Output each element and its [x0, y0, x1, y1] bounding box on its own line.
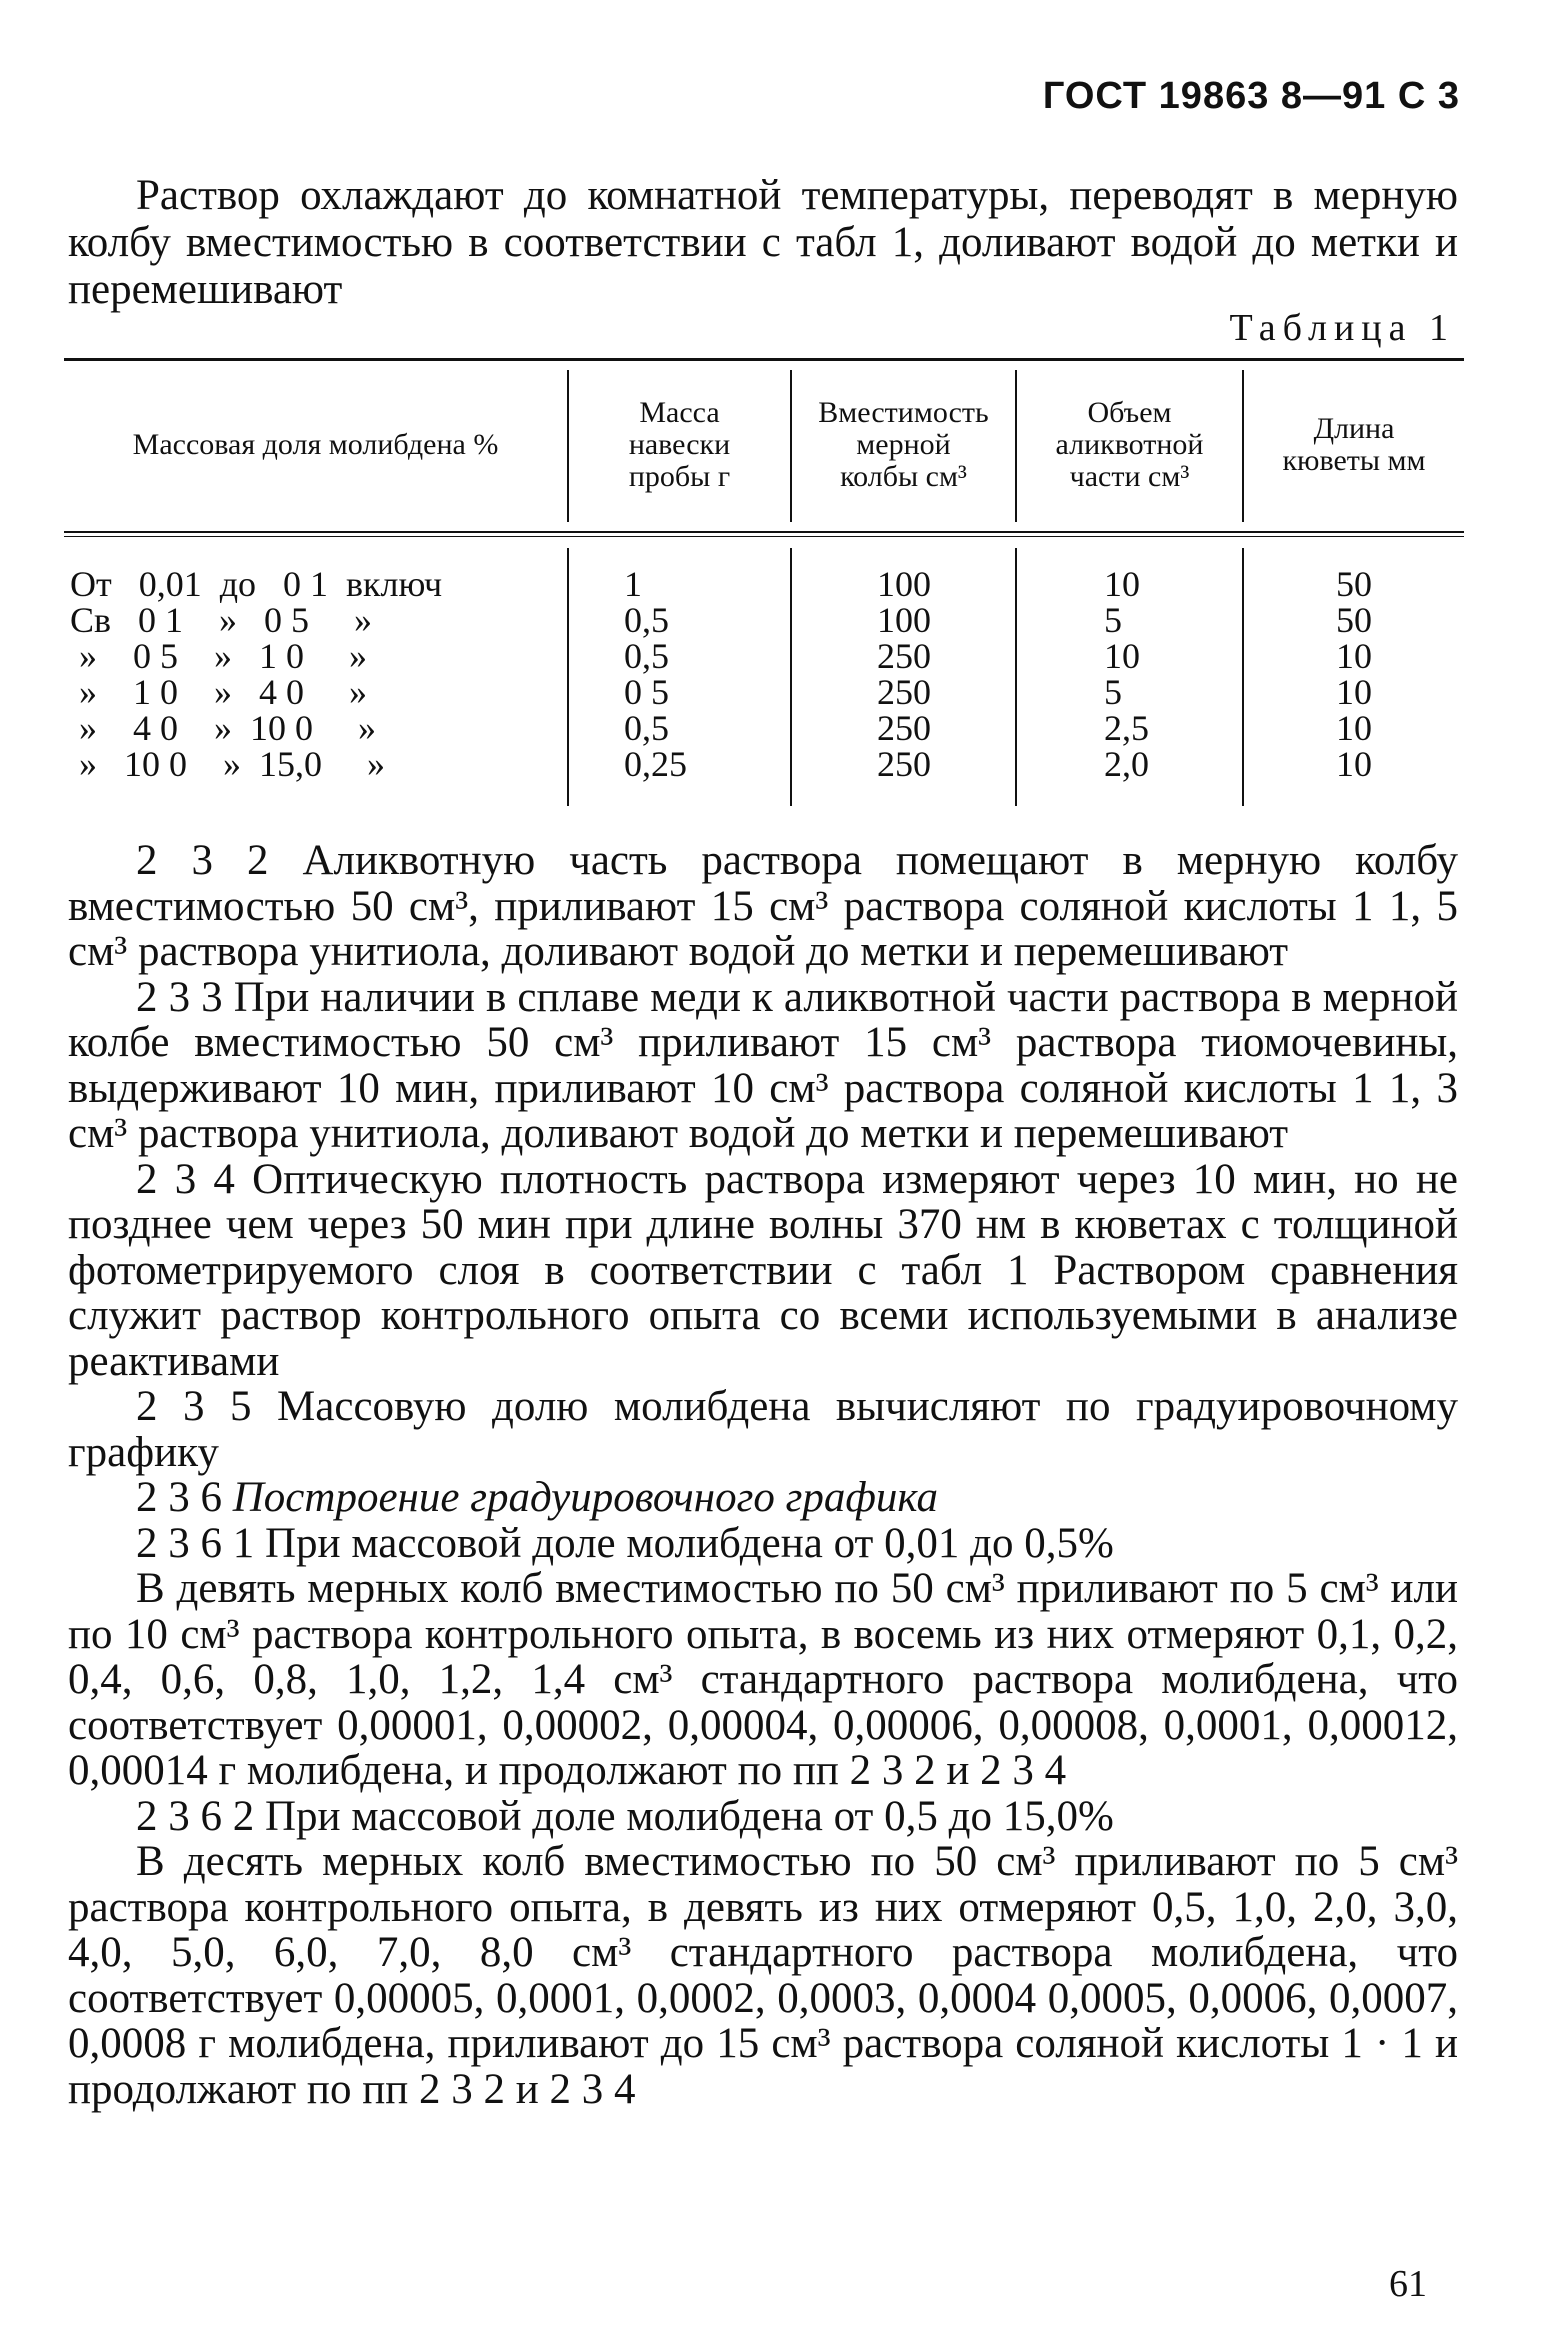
header-cell: [569, 370, 790, 520]
table-cell: 250: [877, 708, 931, 748]
table-cell: 10: [1336, 672, 1372, 712]
table-cell: 10: [1104, 636, 1140, 676]
table-cell: » 4 0 » 10 0 »: [70, 708, 376, 748]
table-cell: 10: [1336, 636, 1372, 676]
table-cell: » 10 0 » 15,0 »: [70, 744, 385, 784]
header-line: Вместимость: [818, 396, 989, 429]
section-number: 2 3 6: [136, 1474, 222, 1521]
table-cell: 250: [877, 636, 931, 676]
table-cell: 5: [1104, 672, 1122, 712]
header-line: части см³: [1069, 460, 1190, 493]
table-cell: 0 5: [624, 672, 669, 712]
mass-column: [624, 566, 784, 782]
table-cell: 2,5: [1104, 708, 1149, 748]
range-column: [70, 566, 565, 782]
table-cell: Св 0 1 » 0 5 »: [70, 600, 373, 640]
table-cell: 10: [1336, 708, 1372, 748]
cuvette-column: [1246, 566, 1462, 782]
paragraph-procedure-2: В десять мерных колб вместимостью по 50 см³ приливают по 5 см³ раствора контрольного опыта, в девять из них отмеряют 0,5, 1,0, 2,0, 3,0, 4,0, 5,0, 6,0, 7,0, 8,0 см³ стандартного раствора молибдена, что соответствует 0,00005, 0,0001, 0,0002, 0,0003, 0,0004 0,0005, 0,0006, 0,0007, 0,0008 г молибдена, приливают до 15 см³ раствора соляной кислоты 1 · 1 и продолжают по пп 2 3 2 и 2 3 4: [68, 1838, 1458, 2113]
table-cell: 0,25: [624, 744, 687, 784]
table-cell: 10: [1336, 744, 1372, 784]
intro-paragraph: Раствор охлаждают до комнатной температуры, переводят в мерную колбу вместимостью в соответствии с табл 1, доливают водой до метки и перемешивают: [68, 172, 1458, 313]
header-line: пробы г: [628, 460, 731, 493]
section-title: Построение градуировочного графика: [232, 1474, 938, 1521]
table-cell: 100: [877, 564, 931, 604]
page-number: 61: [1389, 2263, 1427, 2305]
table-cell: » 1 0 » 4 0 »: [70, 672, 367, 712]
table-cell: 5: [1104, 600, 1122, 640]
aliquot-column: [1104, 566, 1234, 782]
table-cell: 0,5: [624, 600, 669, 640]
col-divider: [790, 548, 792, 806]
header-line: Масса: [639, 396, 720, 429]
table-header-rule: [64, 531, 1464, 533]
header-line: мерной: [856, 428, 951, 461]
header-line: аликвотной: [1055, 428, 1204, 461]
header-line: Длина: [1313, 412, 1395, 445]
header-cell: [1244, 370, 1464, 520]
table-cell: 0,5: [624, 708, 669, 748]
table-cell: 50: [1336, 600, 1372, 640]
table-cell: 2,0: [1104, 744, 1149, 784]
table-cell: 0,5: [624, 636, 669, 676]
paragraph-procedure-1: В девять мерных колб вместимостью по 50 см³ приливают по 5 см³ или по 10 см³ раствора контрольного опыта, в восемь из них отмеряют 0,1, 0,2, 0,4, 0,6, 0,8, 1,0, 1,2, 1,4 см³ стандартного раствора молибдена, что соответствует 0,00001, 0,00002, 0,00004, 0,00006, 0,00008, 0,0001, 0,00012, 0,00014 г молибдена, и продолжают по пп 2 3 2 и 2 3 4: [68, 1565, 1458, 1794]
paragraph-2-3-4: 2 3 4 Оптическую плотность раствора измеряют через 10 мин, но не позднее чем через 50 мин при длине волны 370 нм в кюветах с толщиной фотометрируемого слоя в соответствии с табл 1 Раствором сравнения служит раствор контрольного опыта со всеми используемыми в анализе реактивами: [68, 1155, 1458, 1385]
paragraph-2-3-6-1: 2 3 6 1 При массовой доле молибдена от 0,01 до 0,5%: [136, 1519, 1114, 1567]
table-cell: 100: [877, 600, 931, 640]
header-line: колбы см³: [840, 460, 967, 493]
table-caption: Таблица 1: [1229, 307, 1455, 349]
header-line: Объем: [1087, 396, 1172, 429]
paragraph-2-3-2: 2 3 2 Аликвотную часть раствора помещают в мерную колбу вместимостью 50 см³, приливают 15 см³ раствора соляной кислоты 1 1, 5 см³ раствора унитиола, доливают водой до метки и перемешивают: [68, 837, 1458, 975]
header-cell: [64, 370, 567, 520]
paragraph-2-3-5: 2 3 5 Массовую долю молибдена вычисляют по градуировочному графику: [68, 1383, 1458, 1476]
table-cell: 10: [1104, 564, 1140, 604]
paragraph-2-3-3: 2 3 3 При наличии в сплаве меди к аликвотной части раствора в мерной колбе вместимостью 50 см³ приливают 15 см³ раствора тиомочевины, выдерживают 10 мин, приливают 10 см³ раствора соляной кислоты 1 1, 3 см³ раствора унитиола, доливают водой до метки и перемешивают: [68, 973, 1458, 1157]
header-line: навески: [628, 428, 731, 461]
col-divider: [567, 548, 569, 806]
table-cell: 1: [624, 564, 642, 604]
table-cell: » 0 5 » 1 0 »: [70, 636, 367, 676]
paragraph-2-3-6-2: 2 3 6 2 При массовой доле молибдена от 0,5 до 15,0%: [136, 1792, 1114, 1840]
table-cell: 50: [1336, 564, 1372, 604]
header-cell: [792, 370, 1015, 520]
header-cell: [1017, 370, 1242, 520]
header-line: Массовая доля молибдена %: [132, 428, 499, 461]
table-header-rule-2: [64, 536, 1464, 537]
section-heading-2-3-6: [68, 1475, 1458, 1521]
page-header: ГОСТ 19863 8—91 С 3: [1042, 75, 1460, 117]
col-divider: [1015, 548, 1017, 806]
table-cell: 250: [877, 672, 931, 712]
table-cell: От 0,01 до 0 1 включ: [70, 564, 443, 604]
table-top-rule: [64, 358, 1464, 361]
header-line: кюветы мм: [1282, 444, 1426, 477]
col-divider: [1242, 548, 1244, 806]
flask-column: [794, 566, 1014, 782]
table-cell: 250: [877, 744, 931, 784]
body-text: [68, 838, 1458, 2112]
